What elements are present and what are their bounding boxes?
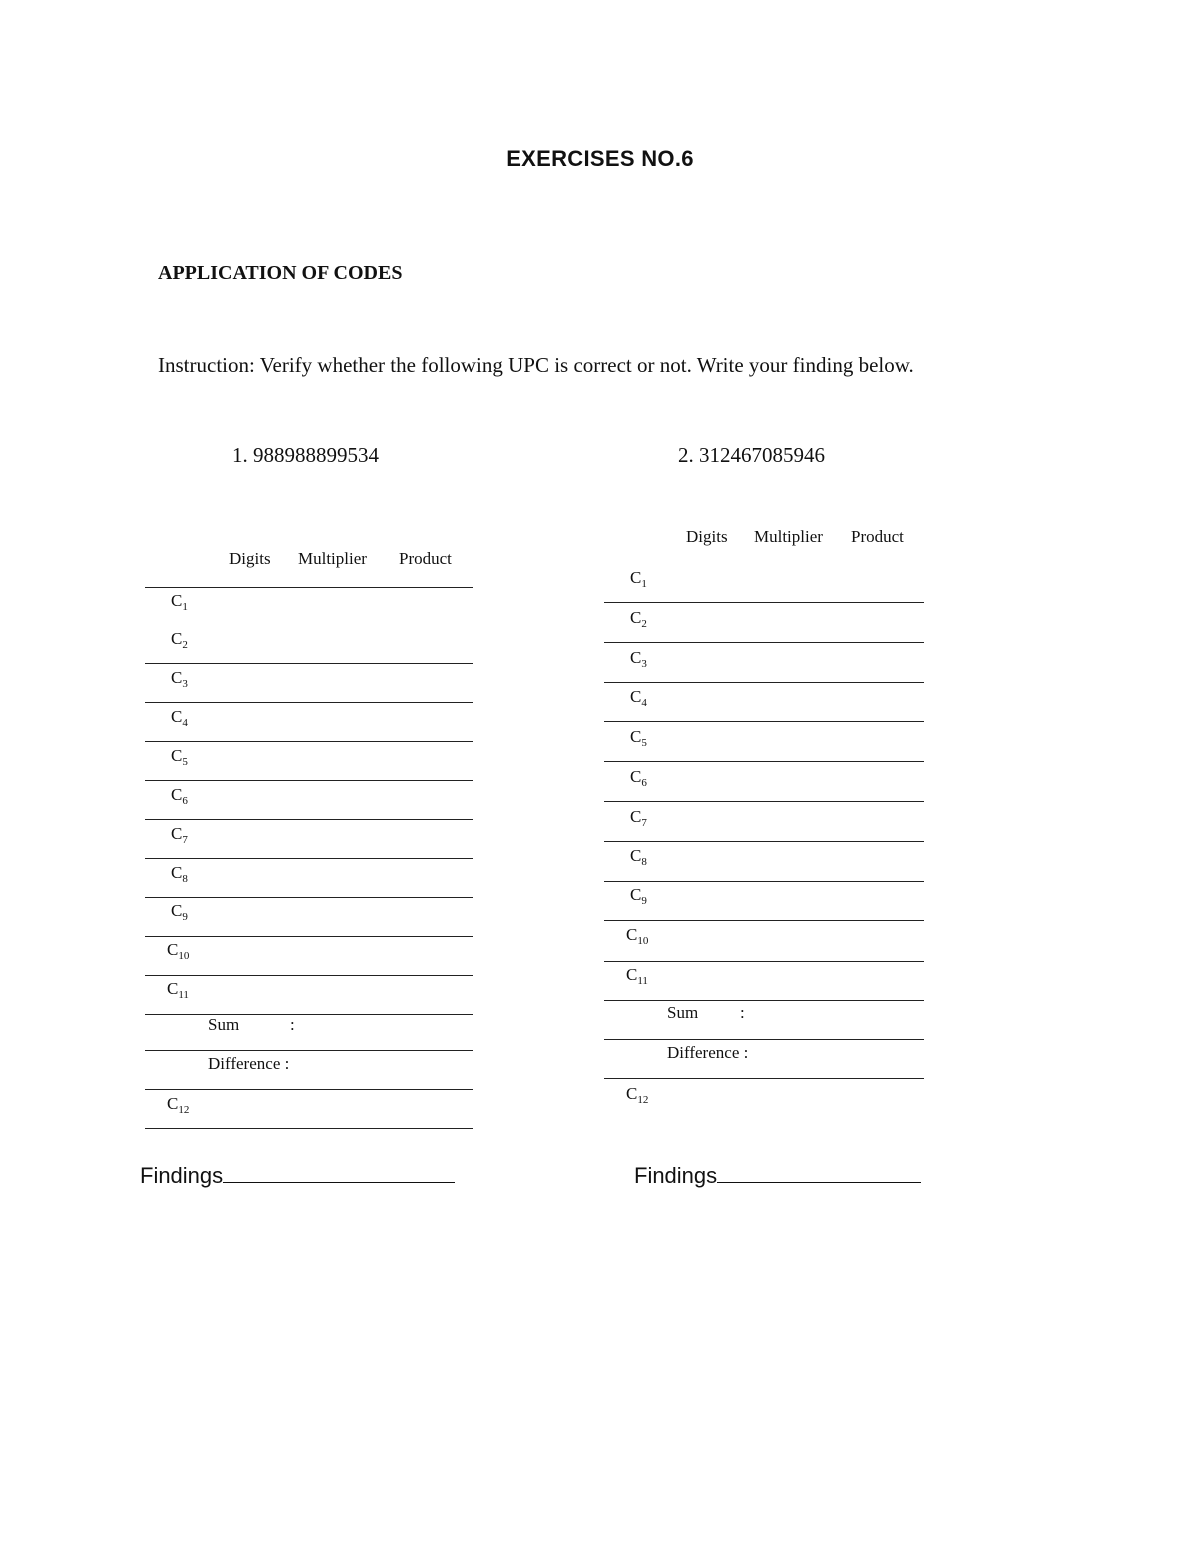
findings-2 xyxy=(634,1162,921,1189)
row-divider xyxy=(604,920,924,921)
row-divider xyxy=(145,587,473,588)
findings-1 xyxy=(140,1162,455,1189)
header-multiplier: Multiplier xyxy=(754,527,823,546)
row-label-c5: $C_5$ xyxy=(171,746,188,768)
section-heading: APPLICATION OF CODES xyxy=(158,262,403,284)
row-divider xyxy=(604,1000,924,1001)
header-product: Product xyxy=(399,549,452,568)
findings-label: Findings xyxy=(634,1163,718,1188)
row-divider xyxy=(145,858,473,859)
row-label-c7: $C_7$ xyxy=(630,807,647,829)
row-label-c9: $C_9$ xyxy=(630,885,647,907)
upc-table-2 xyxy=(604,523,924,1123)
row-divider xyxy=(604,642,924,643)
row-label-c5: $C_5$ xyxy=(630,727,647,749)
sum-colon: : xyxy=(290,1015,295,1034)
row-label-c7: $C_7$ xyxy=(171,824,188,846)
row-label-c8: $C_8$ xyxy=(630,846,647,868)
page-title: EXERCISES NO.6 xyxy=(506,146,694,171)
row-label-c4: $C_4$ xyxy=(630,687,647,709)
row-divider xyxy=(145,1128,473,1129)
row-divider xyxy=(145,702,473,703)
findings-answer-line[interactable] xyxy=(223,1162,455,1183)
sum-colon: : xyxy=(740,1003,745,1022)
upc-table-1 xyxy=(145,545,473,1135)
row-divider xyxy=(145,897,473,898)
row-label-c1: $C_1$ xyxy=(630,568,647,590)
findings-label: Findings xyxy=(140,1163,224,1188)
row-divider xyxy=(604,1039,924,1040)
row-divider xyxy=(604,602,924,603)
row-label-c10: $C_{10}$ xyxy=(626,925,649,947)
difference-label: Difference : xyxy=(667,1043,749,1062)
header-multiplier: Multiplier xyxy=(298,549,367,568)
row-label-c3: $C_3$ xyxy=(171,668,188,690)
row-label-c6: $C_6$ xyxy=(171,785,188,807)
row-label-c8: $C_8$ xyxy=(171,863,188,885)
row-divider xyxy=(145,780,473,781)
row-divider xyxy=(604,881,924,882)
problem-2-upc: 2. 312467085946 xyxy=(678,443,825,467)
row-divider xyxy=(145,1014,473,1015)
row-divider xyxy=(145,741,473,742)
row-label-c6: $C_6$ xyxy=(630,767,647,789)
row-divider xyxy=(145,975,473,976)
problem-1-upc: 1. 988988899534 xyxy=(232,443,379,467)
row-label-c11: $C_{11}$ xyxy=(167,979,189,1001)
instruction-text: Instruction: Verify whether the following UPC is correct or not. Write your finding below. xyxy=(158,353,914,377)
row-label-c12: $C_{12}$ xyxy=(167,1094,190,1116)
row-divider xyxy=(604,682,924,683)
row-label-c4: $C_4$ xyxy=(171,707,188,729)
row-label-c10: $C_{10}$ xyxy=(167,940,190,962)
findings-answer-line[interactable] xyxy=(717,1162,921,1183)
row-divider xyxy=(604,761,924,762)
row-divider xyxy=(145,1050,473,1051)
row-label-c9: $C_9$ xyxy=(171,901,188,923)
sum-label: Sum xyxy=(667,1003,699,1022)
row-divider xyxy=(145,1089,473,1090)
row-label-c1: $C_1$ xyxy=(171,591,188,613)
sum-label: Sum xyxy=(208,1015,240,1034)
row-divider xyxy=(604,961,924,962)
difference-label: Difference : xyxy=(208,1054,290,1073)
header-product: Product xyxy=(851,527,904,546)
row-divider xyxy=(604,801,924,802)
row-divider xyxy=(604,1078,924,1079)
row-divider xyxy=(145,936,473,937)
row-divider xyxy=(145,663,473,664)
row-label-c2: $C_2$ xyxy=(171,629,188,651)
row-divider xyxy=(145,819,473,820)
header-digits: Digits xyxy=(686,527,728,546)
row-divider xyxy=(604,721,924,722)
row-label-c11: $C_{11}$ xyxy=(626,965,648,987)
row-divider xyxy=(604,841,924,842)
row-label-c12: $C_{12}$ xyxy=(626,1084,649,1106)
row-label-c2: $C_2$ xyxy=(630,608,647,630)
row-label-c3: $C_3$ xyxy=(630,648,647,670)
header-digits: Digits xyxy=(229,549,271,568)
